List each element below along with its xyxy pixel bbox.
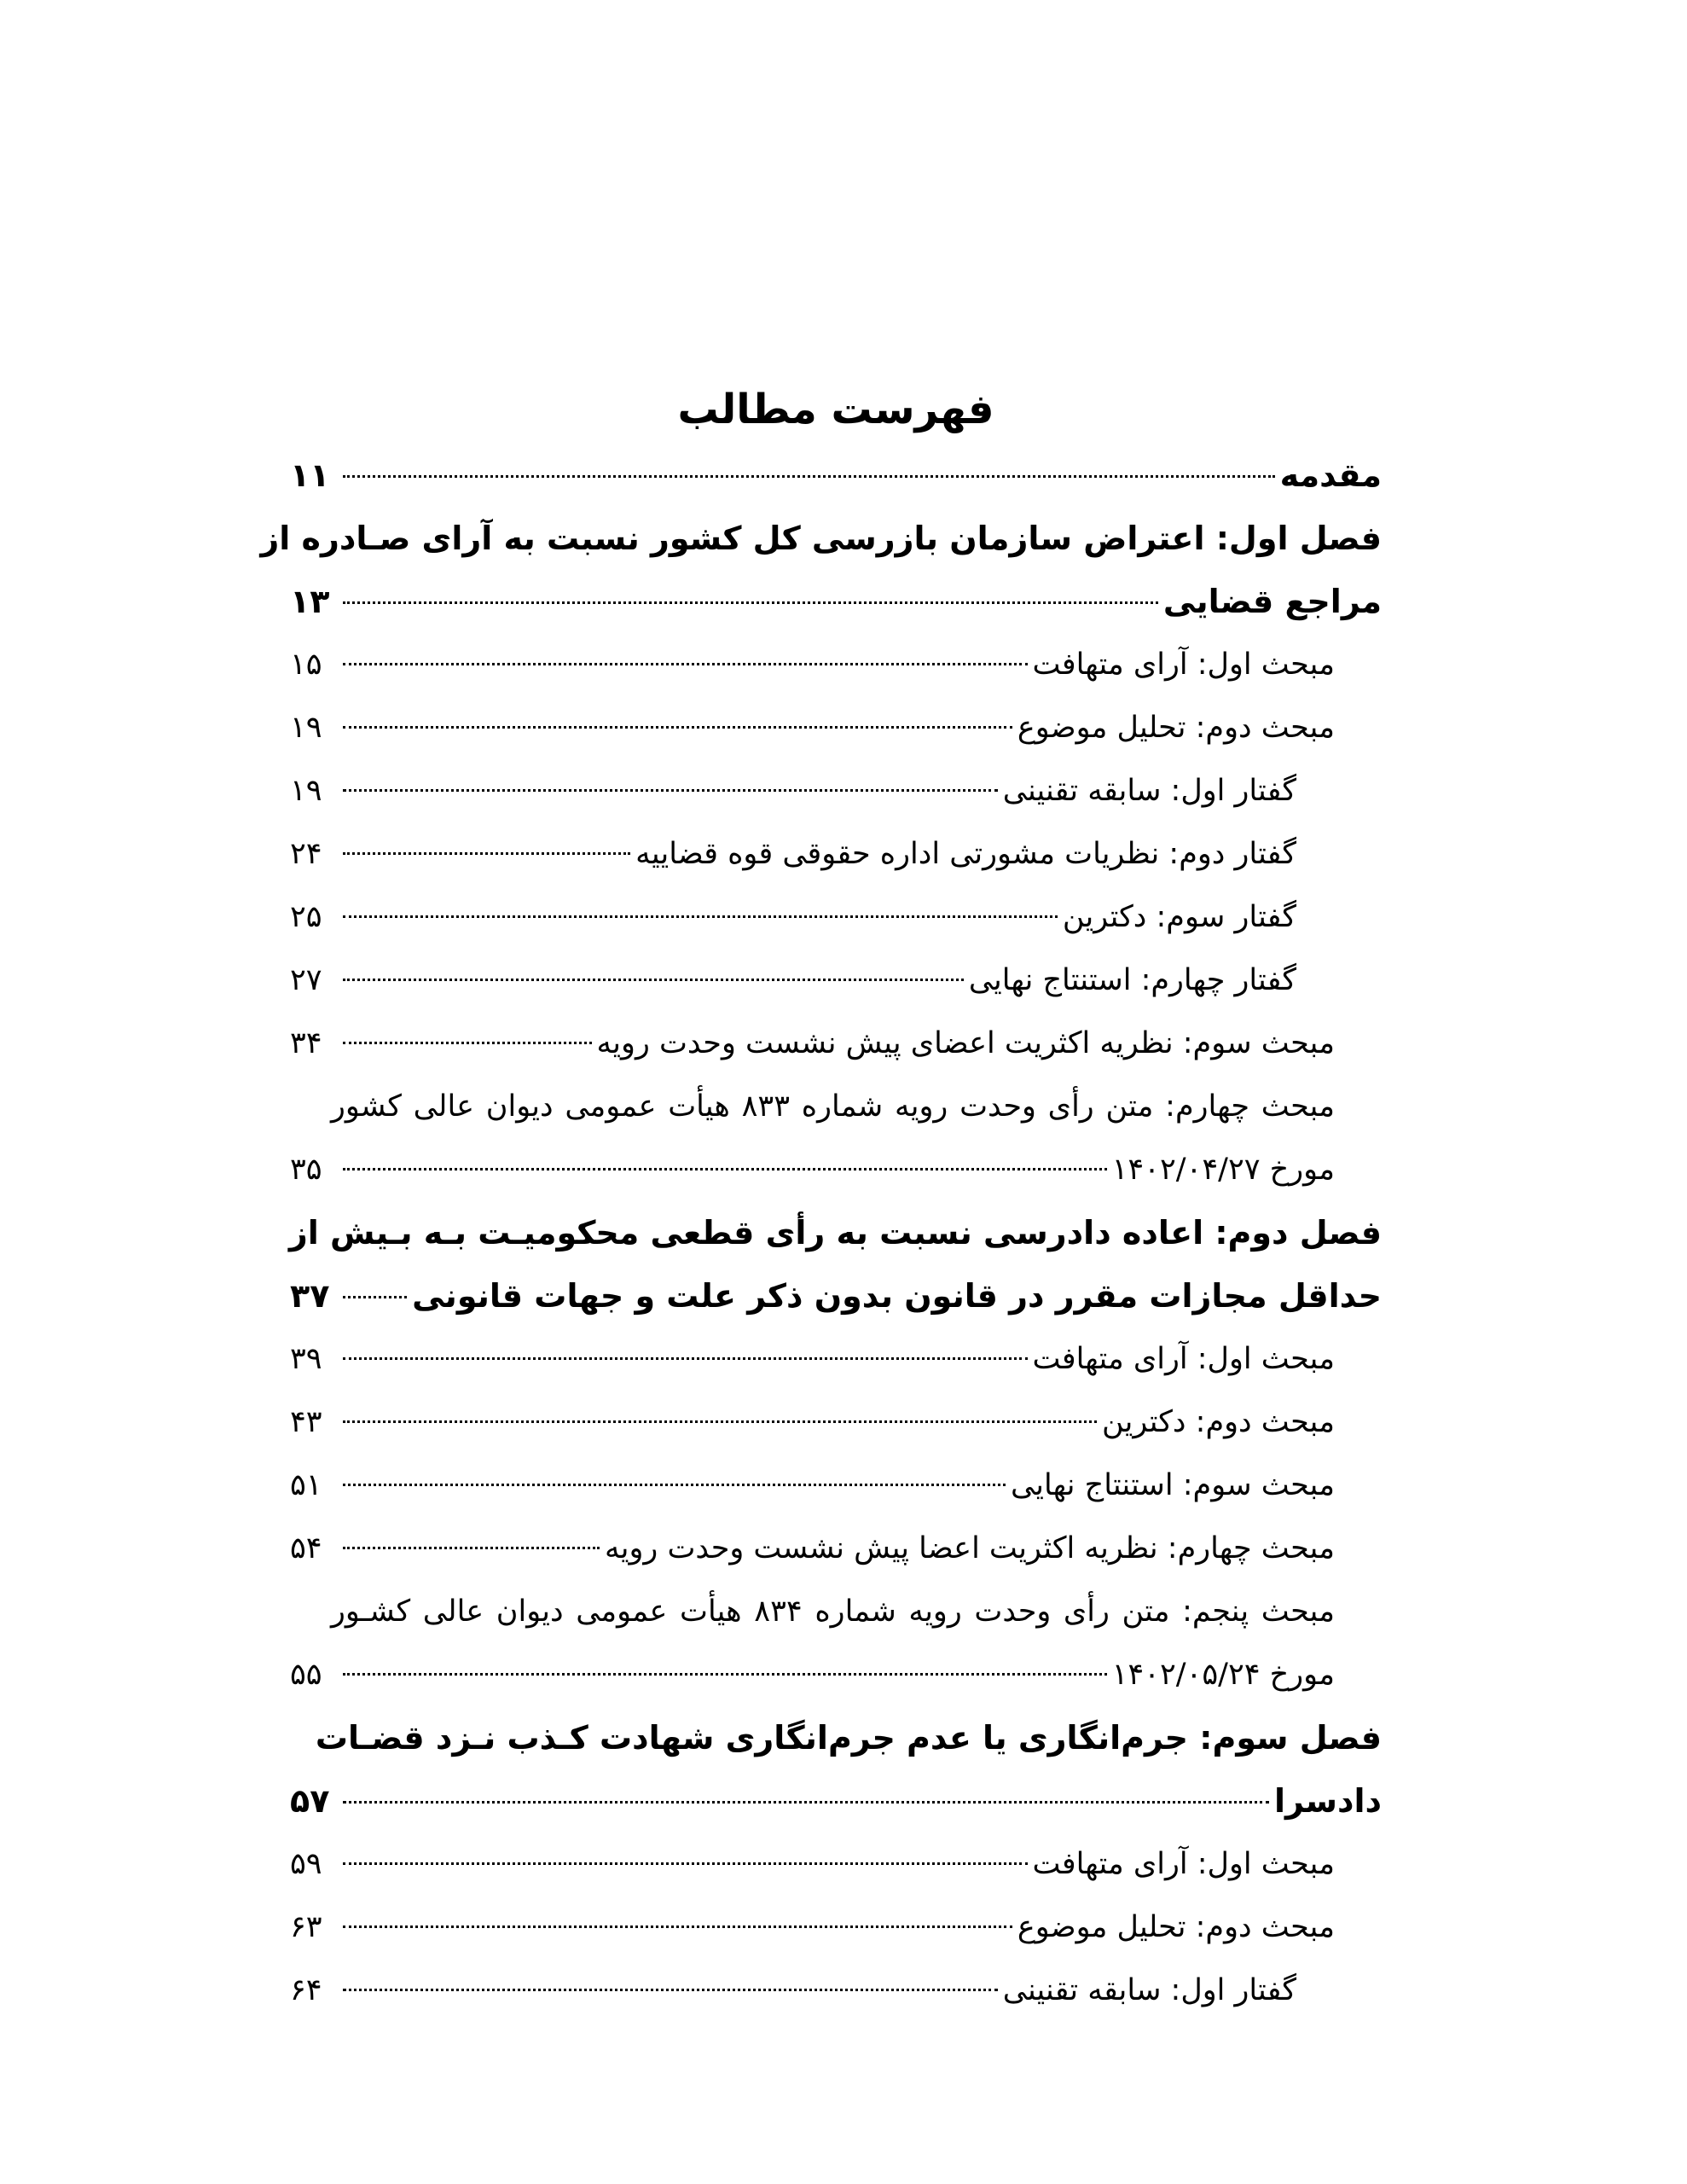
toc-entry (290, 949, 1382, 1012)
toc-page (260, 375, 1382, 2022)
dot-leader (343, 1042, 592, 1044)
toc-entry (290, 1643, 1382, 1706)
toc-entry-text: گفتار سوم: دکترین (1062, 900, 1296, 934)
toc-entry (290, 822, 1382, 886)
toc-page-number: ۴۳ (290, 1405, 322, 1439)
toc-entry (290, 886, 1382, 949)
toc-entry-text: گفتار دوم: نظریات مشورتی اداره حقوقی قوه قضاییه (635, 837, 1296, 871)
dot-leader (343, 1168, 1107, 1170)
page-title: فهرست مطالب (677, 386, 994, 433)
toc-entry (290, 696, 1382, 759)
toc-entry-text: گفتار اول: سابقه تقنینی (1002, 774, 1296, 808)
dot-leader (343, 1547, 600, 1549)
dot-leader (343, 915, 1058, 918)
toc-page-number: ۵۹ (290, 1847, 322, 1881)
toc-entry-text: مبحث چهارم: نظریه اکثریت اعضا پیش نشست وحدت رویه (605, 1531, 1335, 1565)
toc-page-number: ۳۷ (290, 1277, 330, 1315)
toc-entry-text: مبحث چهارم: متن رأی وحدت رویه شماره ۸۳۳ هیأت عمومی دیوان عالی کشور (331, 1089, 1335, 1124)
toc-page-number: ۱۵ (290, 648, 322, 682)
toc-entry-text: حداقل مجازات مقرر در قانون بدون ذکر علت و جهات قانونی (412, 1277, 1382, 1315)
dot-leader (343, 1296, 407, 1298)
toc-entry-text: مقدمه (1279, 456, 1382, 494)
toc-entry-text: فصل دوم: اعاده دادرسی نسبت به رأی قطعی محکومیـت بـه بـیش از (288, 1214, 1382, 1252)
toc-entry (290, 1138, 1382, 1201)
toc-page-number: ۵۷ (290, 1782, 330, 1820)
toc-page-number: ۱۳ (290, 583, 330, 620)
dot-leader (343, 1801, 1269, 1804)
toc-entry (290, 1201, 1382, 1264)
dot-leader (343, 601, 1158, 604)
dot-leader (343, 979, 964, 981)
toc-page-number: ۲۷ (290, 963, 322, 997)
toc-entry-text: مبحث دوم: تحلیل موضوع (1017, 711, 1335, 745)
toc-entry (290, 1959, 1382, 2022)
toc-entry (290, 1075, 1382, 1138)
toc-entry (260, 507, 1382, 570)
toc-page-number: ۳۹ (290, 1342, 322, 1376)
toc-entry-text: مراجع قضایی (1162, 583, 1382, 620)
toc-entry (290, 1454, 1382, 1517)
toc-entry (290, 1580, 1382, 1643)
toc-entry (290, 444, 1382, 507)
toc-entry (290, 1896, 1382, 1959)
toc-entry-text: فصل اول: اعتراض سازمان بازرسی کل کشور نسبت به آرای صـادره از (260, 520, 1382, 557)
dot-leader (343, 1926, 1012, 1928)
toc-entry-text: مبحث دوم: تحلیل موضوع (1017, 1910, 1335, 1944)
toc-page-number: ۵۴ (290, 1531, 322, 1565)
toc-page-number: ۵۱ (290, 1468, 322, 1502)
dot-leader (343, 475, 1275, 478)
toc-entry-text: مورخ ۱۴۰۲/۰۵/۲۴ (1111, 1658, 1335, 1692)
toc-page-number: ۳۵ (290, 1153, 322, 1187)
toc-entry (290, 1327, 1382, 1391)
dot-leader (343, 726, 1012, 729)
toc-entry (290, 1769, 1382, 1833)
dot-leader (343, 1673, 1107, 1676)
toc-entry (290, 1517, 1382, 1580)
toc-entry-text: مبحث اول: آرای متهافت (1032, 648, 1335, 682)
toc-entry (290, 1706, 1382, 1769)
toc-entry (290, 570, 1382, 633)
toc-entry-text: مورخ ۱۴۰۲/۰۴/۲۷ (1111, 1153, 1335, 1187)
toc-entry-text: دادسرا (1273, 1782, 1382, 1820)
toc-entry (290, 1391, 1382, 1454)
toc-entry-text: فصل سوم: جرم‌انگاری یا عدم جرم‌انگاری شهادت کـذب نـزد قضـات (315, 1719, 1382, 1757)
toc-page-number: ۱۹ (290, 711, 322, 745)
dot-leader (343, 1357, 1028, 1360)
toc-entry (290, 1833, 1382, 1896)
toc-entry-text: مبحث پنجم: متن رأی وحدت رویه شماره ۸۳۴ هیأت عمومی دیوان عالی کشـور (331, 1594, 1335, 1629)
toc-page-number: ۲۴ (290, 837, 322, 871)
toc-entry-text: گفتار چهارم: استنتاج نهایی (968, 963, 1296, 997)
toc-entry (290, 1264, 1382, 1327)
toc-page-number: ۵۵ (290, 1658, 322, 1692)
toc-page-number: ۳۴ (290, 1026, 322, 1060)
toc-page-number: ۶۴ (290, 1973, 322, 2007)
dot-leader (343, 1862, 1028, 1865)
toc-entry (290, 1012, 1382, 1075)
dot-leader (343, 1420, 1097, 1423)
toc-entry-text: گفتار اول: سابقه تقنینی (1002, 1973, 1296, 2007)
dot-leader (343, 852, 630, 855)
toc-page-number: ۱۹ (290, 774, 322, 808)
toc-entry-text: مبحث اول: آرای متهافت (1032, 1342, 1335, 1376)
toc-entry-text: مبحث دوم: دکترین (1102, 1405, 1335, 1439)
toc-entry-text: مبحث سوم: استنتاج نهایی (1011, 1468, 1335, 1502)
dot-leader (343, 663, 1028, 665)
toc-entry (290, 759, 1382, 822)
toc-page-number: ۶۳ (290, 1910, 322, 1944)
toc-entry-text: مبحث سوم: نظریه اکثریت اعضای پیش نشست وحدت رویه (596, 1026, 1335, 1060)
dot-leader (343, 1484, 1006, 1486)
dot-leader (343, 789, 998, 792)
toc-list (260, 444, 1382, 2022)
toc-page-number: ۲۵ (290, 900, 322, 934)
toc-entry-text: مبحث اول: آرای متهافت (1032, 1847, 1335, 1881)
toc-page-number: ۱۱ (290, 456, 330, 494)
toc-entry (290, 633, 1382, 696)
dot-leader (343, 1989, 998, 1991)
